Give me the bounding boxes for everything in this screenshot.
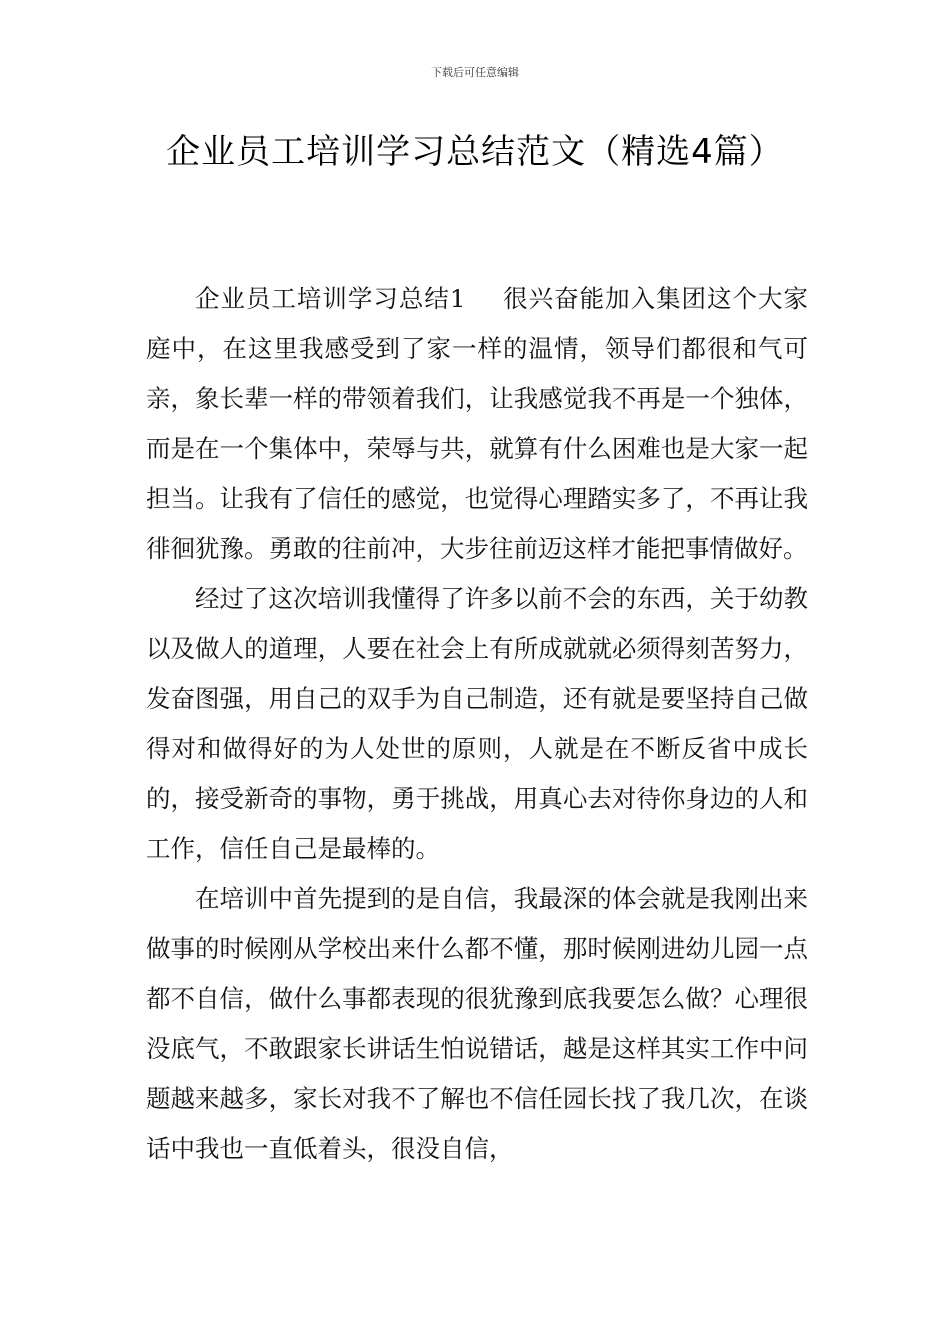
paragraph-2: 经过了这次培训我懂得了许多以前不会的东西，关于幼教以及做人的道理，人要在社会上有所成就就必须得刻苦努力，发奋图强，用自己的双手为自己制造，还有就是要坚持自己做得对和做得好的为人处世的原则，人就是在不断反省中成长的，接受新奇的事物，勇于挑战，用真心去对待你身边的人和工作，信任自己是最棒的。 <box>146 584 808 863</box>
paragraph-1-text: 很兴奋能加入集团这个大家庭中，在这里我感受到了家一样的温情，领导们都很和气可亲，象长辈一样的带领着我们，让我感觉我不再是一个独体，而是在一个集体中，荣辱与共，就算有什么困难也是大家一起担当。让我有了信任的感觉，也觉得心理踏实多了，不再让我徘徊犹豫。勇敢的往前冲，大步往前迈这样才能把事情做好。 <box>146 284 808 563</box>
section-label: 企业员工培训学习总结1 <box>195 284 466 313</box>
paragraph-1 <box>146 274 808 574</box>
header-note: 下载后可任意编辑 <box>431 66 519 79</box>
document-body <box>146 274 808 1174</box>
paragraph-3: 在培训中首先提到的是自信，我最深的体会就是我刚出来做事的时候刚从学校出来什么都不懂，那时候刚进幼儿园一点都不自信，做什么事都表现的很犹豫到底我要怎么做？心理很没底气，不敢跟家长讲话生怕说错话，越是这样其实工作中问题越来越多，家长对我不了解也不信任园长找了我几次，在谈话中我也一直低着头，很没自信， <box>146 884 808 1163</box>
document-title: 企业员工培训学习总结范文（精选4篇） <box>166 132 784 172</box>
